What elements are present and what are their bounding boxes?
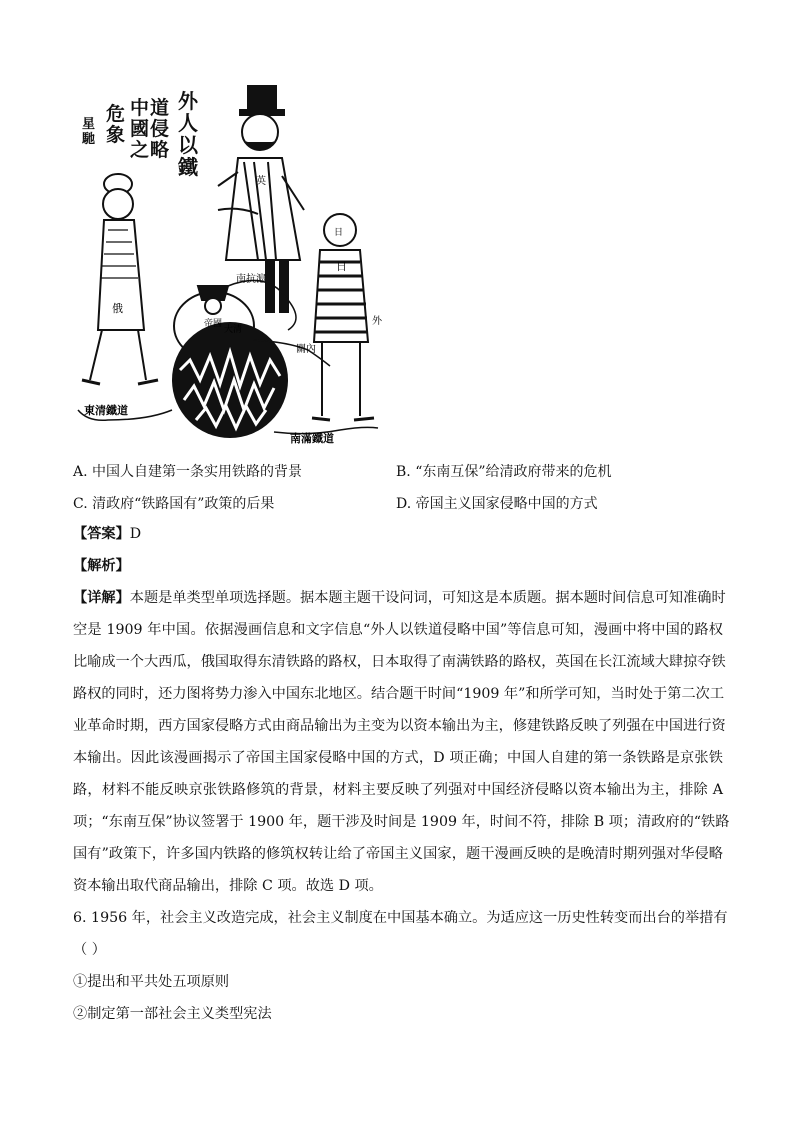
label-britain: 英 (256, 176, 266, 187)
label-japan-hat: 日 (334, 228, 344, 238)
caption-col-4: 危象 (106, 103, 126, 146)
cartoon-drawing (68, 80, 398, 448)
caption-col-1: 外人以鐵 (178, 89, 198, 179)
label-rail-yangtze: 南抗滬 (236, 274, 266, 285)
label-empire: 帝國 (204, 319, 223, 329)
answer-value: D (129, 526, 142, 542)
caption-col-2: 道侵略 (150, 97, 170, 161)
detail-line-5: 业革命时期，西方国家侵略方式由商品输出为主变为以资本输出为主，修建铁路反映了列强在中国进行资 (73, 718, 726, 734)
russian-figure (82, 174, 158, 384)
label-qing: 大清 (224, 325, 243, 335)
detail-line-6: 本输出。因此该漫画揭示了帝国主国家侵略中国的方式，D 项正确；中国人自建的第一条铁路是京张铁 (73, 750, 723, 766)
detail-line-10: 资本输出取代商品输出，排除 C 项。故选 D 项。 (73, 878, 383, 894)
detail-line-3: 比喻成一个大西瓜，俄国取得东清铁路的路权，日本取得了南满铁路的路权，英国在长江流域大肆掠夺铁 (73, 654, 726, 670)
question6-item-1: ①提出和平共处五项原则 (73, 974, 230, 990)
japanese-figure (312, 214, 374, 420)
question6-blank: （ ） (73, 942, 106, 958)
label-rail-east: 東清鐵道 (84, 404, 128, 417)
watermelon (172, 322, 288, 438)
answer-line (73, 524, 141, 544)
analysis-label: 【解析】 (73, 558, 130, 574)
option-a: A. 中国人自建第一条实用铁路的背景 (73, 464, 303, 480)
label-russia: 俄 (112, 302, 123, 315)
detail-line-9: 国有”政策下，许多国内铁路的修筑权转让给了帝国主义国家，题干漫画反映的是晚清时期列强对华侵略 (73, 846, 723, 862)
detail-line-8: 项；“东南互保”协议签署于 1900 年，题干涉及时间是 1909 年，时间不符，排除 B 项；清政府的“铁路 (73, 814, 730, 830)
option-b: B. “东南互保”给清政府带来的危机 (396, 464, 612, 480)
detail-label: 【详解】 (73, 590, 130, 606)
question6-item-2: ②制定第一部社会主义类型宪法 (73, 1006, 272, 1022)
option-c: C. 清政府“铁路国有”政策的后果 (73, 496, 275, 512)
caption-col-3: 中國之 (130, 97, 150, 161)
option-d: D. 帝国主义国家侵略中国的方式 (396, 496, 598, 512)
label-rail-guan: 關內 (296, 344, 316, 355)
answer-label: 【答案】 (73, 526, 130, 542)
question6-stem: 6. 1956 年，社会主义改造完成，社会主义制度在中国基本确立。为适应这一历史性转变而出台的举措有 (73, 910, 728, 926)
detail-line-2: 空是 1909 年中国。依据漫画信息和文字信息“外人以铁道侵略中国”等信息可知，漫画中将中国的路权 (73, 622, 723, 638)
detail-line-7: 路，材料不能反映京张铁路修筑的背景，材料主要反映了列强对中国经济侵略以资本输出为主，排除 A (73, 782, 723, 798)
detail-line-1: 【详解】本题是单类型单项选择题。据本题主题干设问词，可知这是本质题。据本题时间信息可知准确时 (73, 590, 726, 606)
cartoon-caption (81, 89, 199, 179)
cartoon-illustration (68, 80, 398, 448)
caption-col-5: 星馳 (82, 117, 96, 147)
label-rail-south: 南滿鐵道 (290, 432, 334, 445)
label-rail-wai: 外 (372, 316, 382, 327)
detail-line-4: 路权的同时，还力图将势力渗入中国东北地区。结合题干时间“1909 年”和所学可知，当时处于第二次工 (73, 686, 725, 702)
label-japan: 日 (336, 260, 347, 273)
